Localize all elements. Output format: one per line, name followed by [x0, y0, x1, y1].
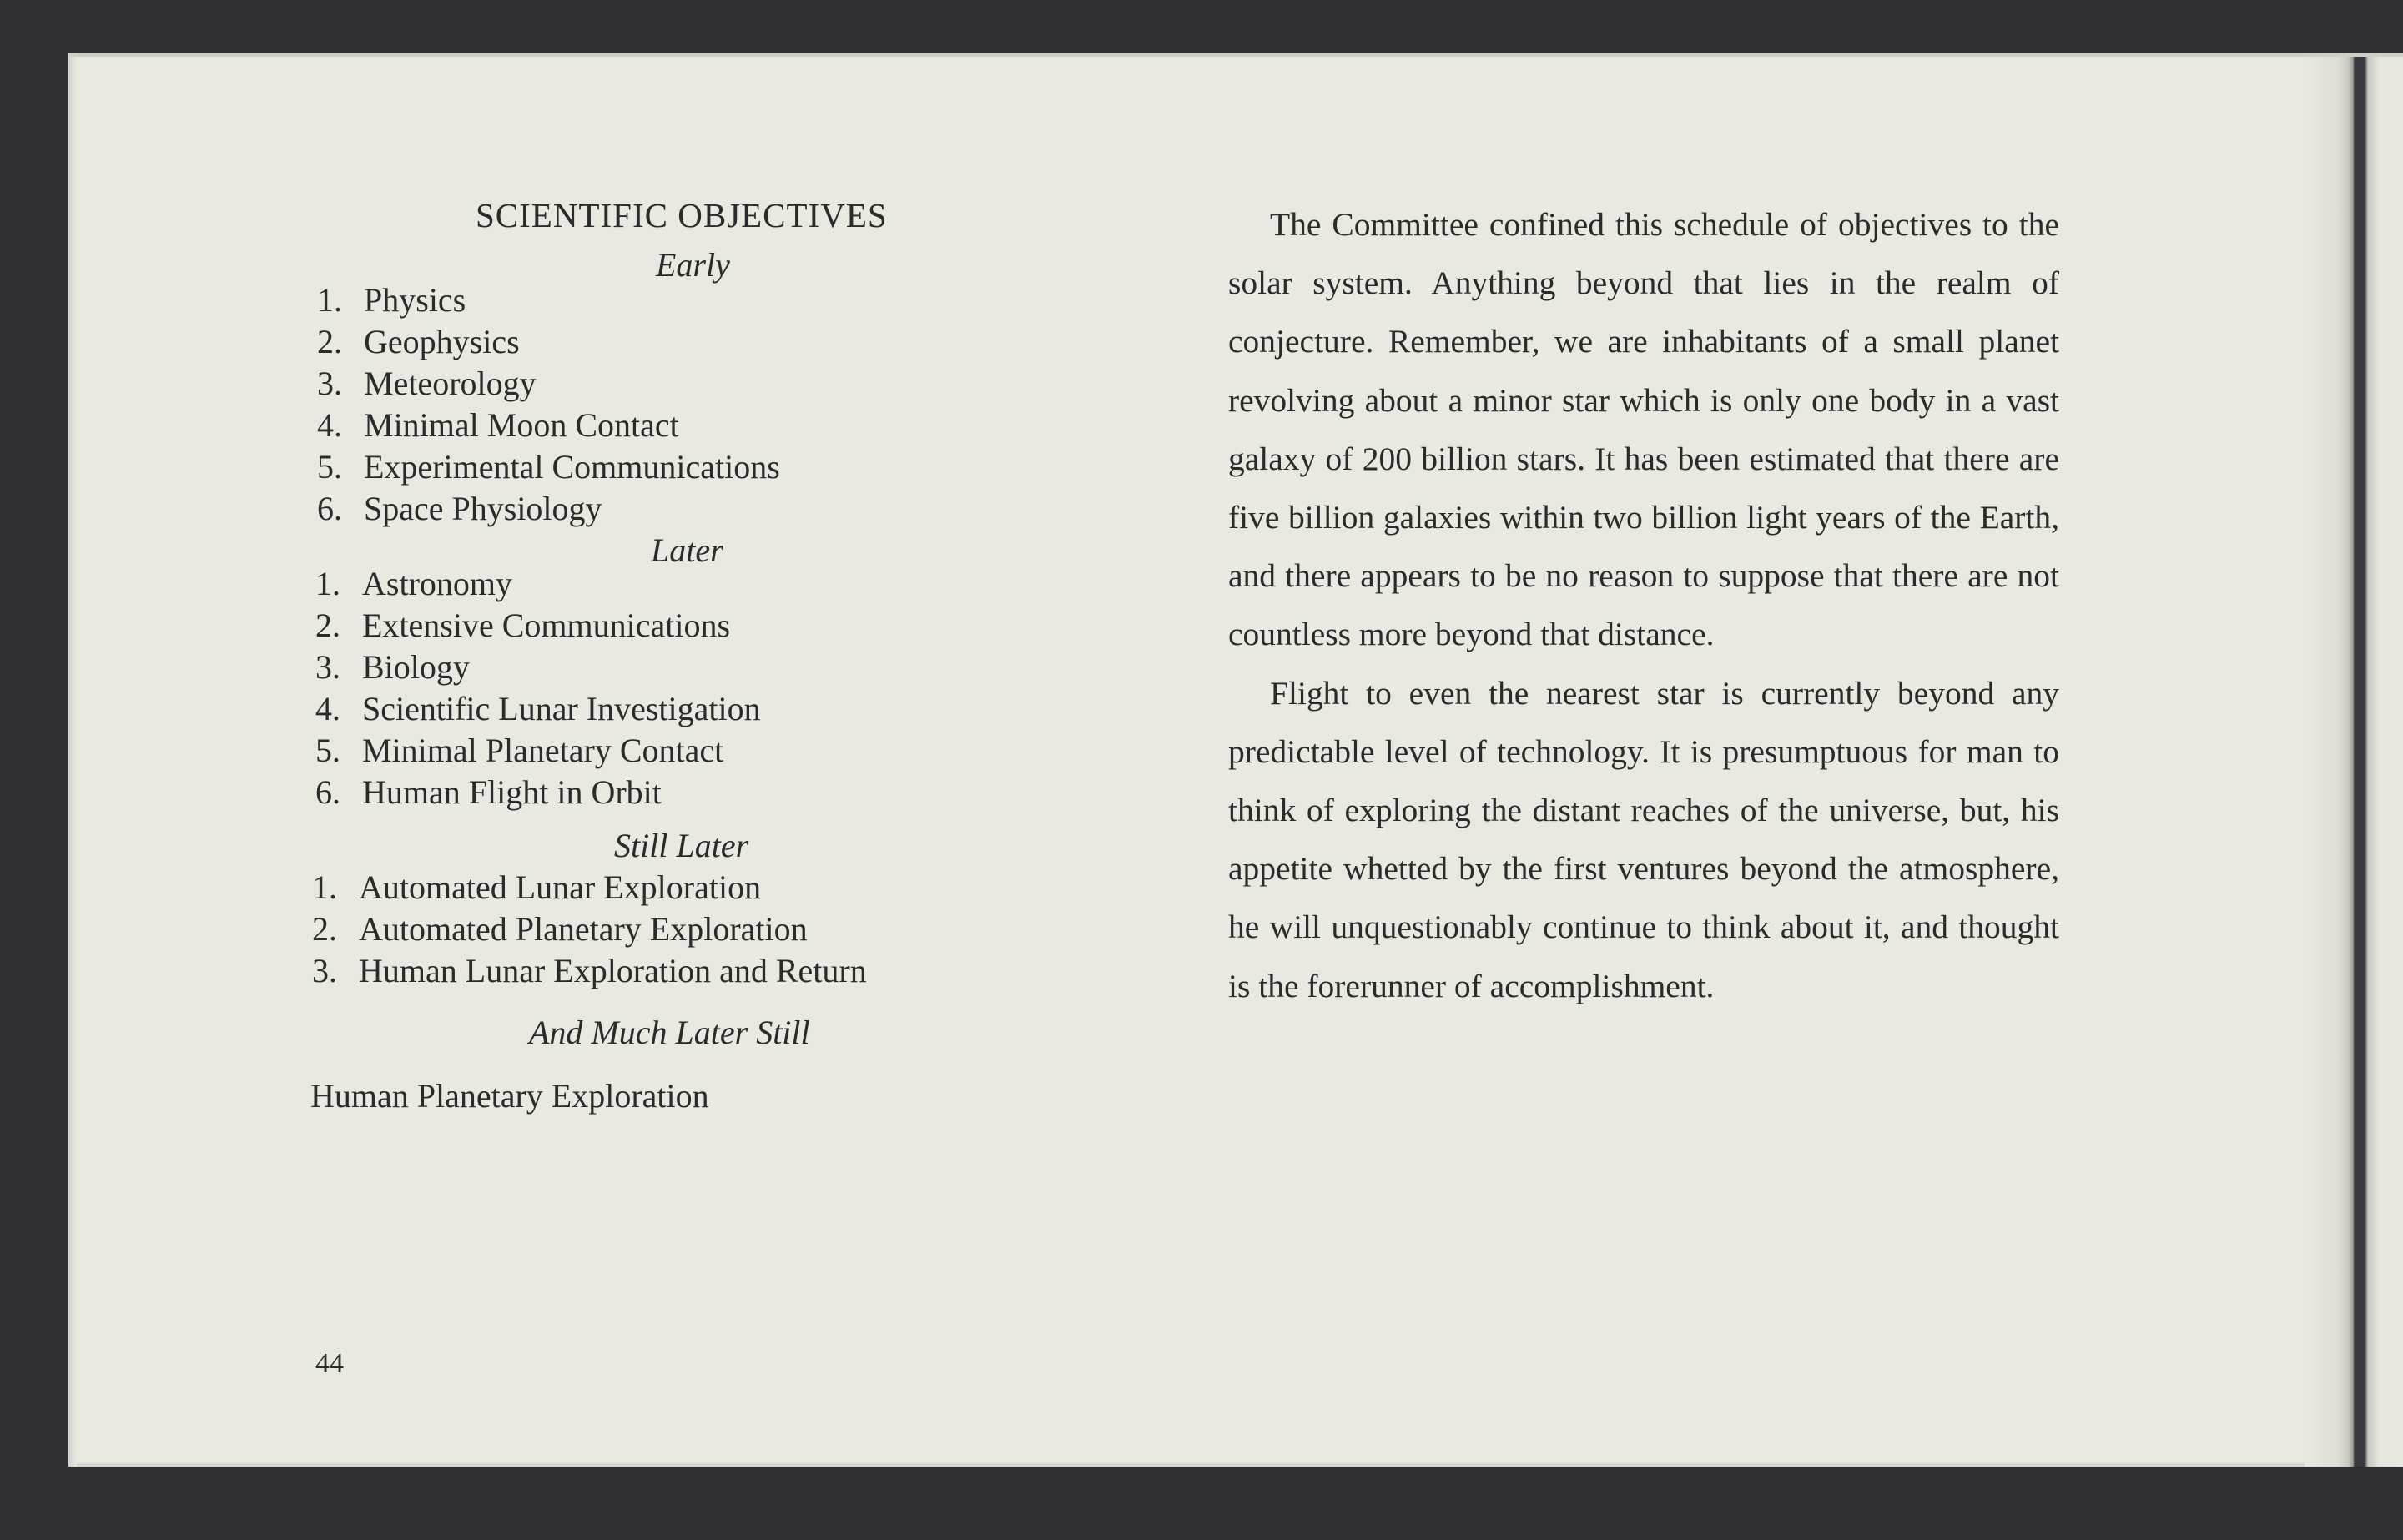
- right-page-body: [1228, 195, 2059, 1015]
- list-item: [315, 647, 470, 687]
- list-number: 4.: [317, 406, 342, 444]
- list-text: Physics: [364, 281, 466, 319]
- list-text: Automated Planetary Exploration: [359, 910, 808, 948]
- list-text: Geophysics: [364, 323, 520, 360]
- list-text: Experimental Communications: [364, 448, 780, 486]
- list-item: [317, 364, 537, 403]
- list-text: Minimal Moon Contact: [364, 406, 679, 444]
- list-item: [315, 731, 723, 770]
- list-text: Extensive Communications: [362, 606, 731, 644]
- list-number: 1.: [317, 281, 342, 319]
- list-number: 6.: [317, 490, 342, 527]
- list-text: Meteorology: [364, 365, 537, 402]
- section-title-much-later: And Much Later Still: [529, 1014, 810, 1051]
- page-number: 44: [315, 1348, 344, 1379]
- book-gutter: [2305, 57, 2403, 1467]
- page-edge: [68, 57, 77, 1467]
- list-number: 3.: [317, 365, 342, 402]
- list-number: 3.: [315, 648, 340, 686]
- list-item: [315, 773, 662, 812]
- section-title-later: Later: [651, 531, 723, 569]
- list-item: [312, 951, 867, 990]
- list-text: Human Flight in Orbit: [362, 773, 662, 811]
- section-title-still-later: Still Later: [614, 827, 749, 864]
- page-heading: SCIENTIFIC OBJECTIVES: [476, 196, 888, 234]
- list-text: Automated Lunar Exploration: [359, 868, 762, 906]
- list-number: 6.: [315, 773, 340, 811]
- list-item: [317, 489, 602, 528]
- list-text: Human Lunar Exploration and Return: [359, 952, 867, 989]
- list-number: 4.: [315, 690, 340, 727]
- list-item: [312, 909, 808, 949]
- list-number: 1.: [312, 868, 337, 906]
- list-item: [317, 322, 520, 361]
- paragraph: The Committee confined this schedule of objectives to the solar system. Anything beyond that lies in the realm of conjecture. Remember, we are inhabitants of a small planet revolving about a minor star which is only one body in a vast galaxy of 200 billion stars. It has been estimated that there are five billion galaxies within two billion light years of the Earth, and there appears to be no reason to suppose that there are not countless more beyond that distance.: [1228, 206, 2059, 653]
- section-title-early: Early: [656, 246, 730, 284]
- list-number: 2.: [315, 606, 340, 644]
- list-number: 2.: [317, 323, 342, 360]
- list-number: 5.: [317, 448, 342, 486]
- list-number: 3.: [312, 952, 337, 989]
- list-number: 5.: [315, 732, 340, 769]
- list-number: 2.: [312, 910, 337, 948]
- list-item: [317, 447, 780, 486]
- list-text: Biology: [362, 648, 470, 686]
- list-text: Minimal Planetary Contact: [362, 732, 724, 769]
- list-item: [315, 689, 761, 728]
- list-text: Space Physiology: [364, 490, 602, 527]
- list-item: [312, 868, 761, 907]
- list-text: Astronomy: [362, 565, 512, 602]
- list-item: [315, 606, 730, 645]
- list-item: [317, 280, 466, 320]
- list-item: [317, 405, 679, 445]
- list-number: 1.: [315, 565, 340, 602]
- list-text: Scientific Lunar Investigation: [362, 690, 761, 727]
- final-objective: Human Planetary Exploration: [310, 1077, 709, 1115]
- list-item: [315, 564, 512, 603]
- paragraph: Flight to even the nearest star is currently beyond any predictable level of technology. It is presumptuous for man to think of exploring the distant reaches of the universe, but, his appetite whetted by the first ventures beyond the atmosphere, he will unquestionably continue to think about it, and thought is the forerunner of accomplishment.: [1228, 674, 2059, 1004]
